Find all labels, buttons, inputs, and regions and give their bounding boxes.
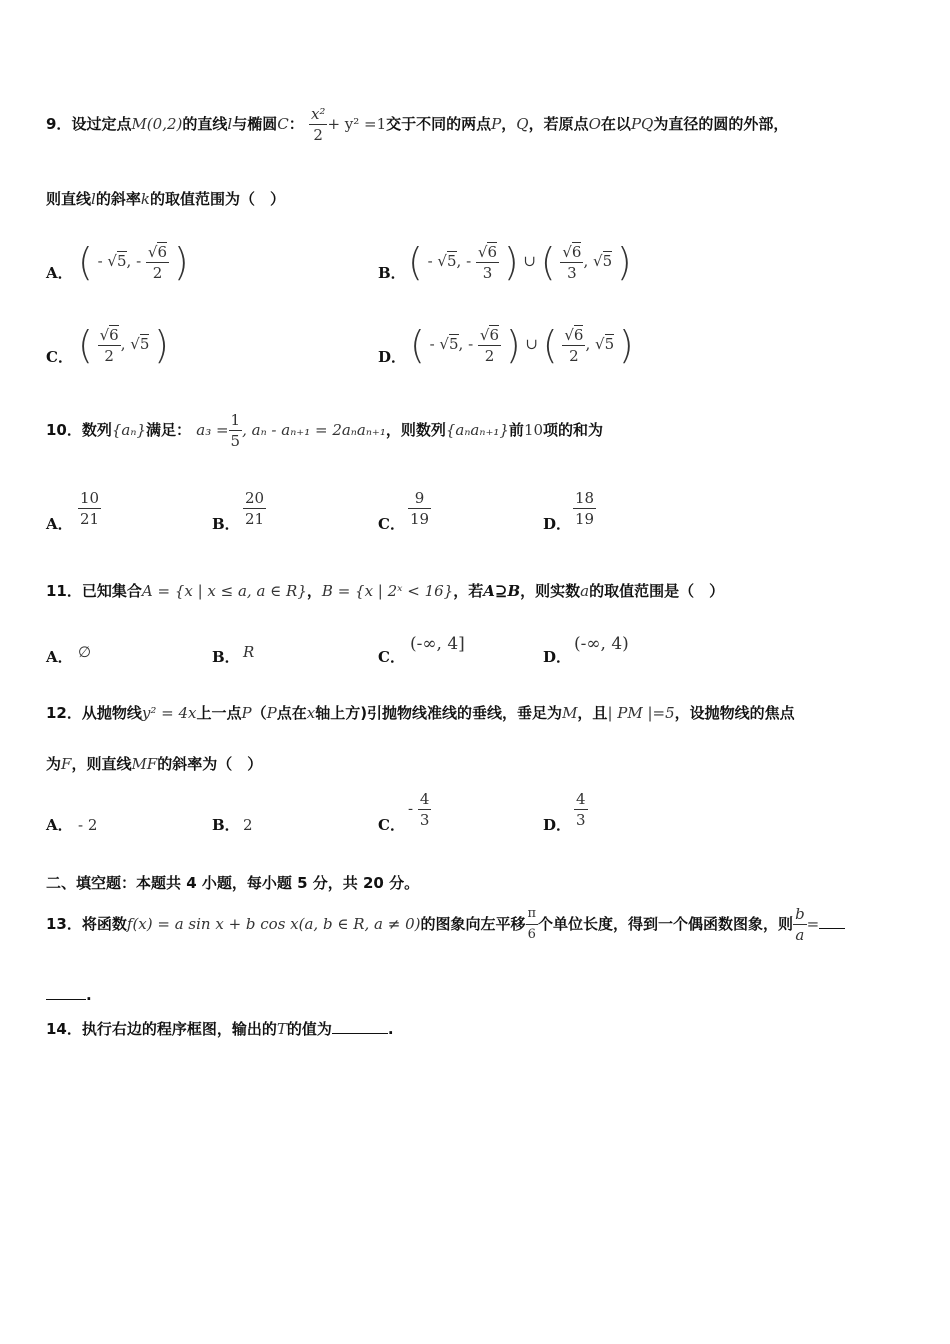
q12-point-p: P: [266, 704, 277, 722]
q11-option-d-text: (-∞, 4): [574, 634, 629, 654]
q11-option-b-label[interactable]: B．: [212, 648, 240, 666]
frac-num: 10: [80, 489, 100, 507]
q9-text: 在以: [600, 115, 631, 133]
q12-point-m: M: [562, 704, 578, 722]
q12-text: ，且: [577, 704, 608, 722]
q9-ellipse-fraction: [309, 104, 327, 145]
q11-option-b-text: R: [243, 643, 255, 661]
q9-ellipse-c: C: [277, 115, 289, 133]
q9-text: 的斜率: [95, 190, 141, 208]
q11-var-a: a: [580, 582, 590, 600]
q11-option-c-label[interactable]: C．: [378, 648, 405, 666]
q12-option-b-label[interactable]: B．: [212, 816, 240, 834]
frac-num: b: [795, 905, 805, 923]
q10-a3: a₃ =: [196, 421, 229, 439]
frac-den: 6: [527, 927, 536, 942]
q12-number: 12．: [46, 704, 82, 722]
q10-option-a-label[interactable]: A．: [46, 515, 73, 533]
q13-period: .: [86, 986, 92, 1004]
q13-line2: [46, 986, 92, 1004]
q13-text: 将函数: [81, 915, 127, 933]
frac-num: π: [526, 904, 539, 925]
q13-answer-blank-part1[interactable]: [819, 928, 845, 929]
q9-slope-k: k: [140, 190, 150, 208]
q11-set-b: B = {x | 2ˣ < 16}: [321, 582, 454, 600]
q9-option-c-expr: ( $\frac{√6}{2}$ , √5 ): [78, 323, 169, 367]
q9-option-b-expr: ( - √5, - $\frac{√6}{3}$ ) ∪ ( $\frac{√6}{3}$ , √5 ): [408, 240, 632, 284]
q10-text: 前: [508, 421, 524, 439]
q11-text: ，若: [453, 582, 484, 600]
frac-num: 4: [576, 790, 586, 808]
q10-text: 满足：: [146, 421, 192, 439]
q12-line-mf: MF: [131, 755, 158, 773]
q9-option-c-label[interactable]: C．: [46, 348, 73, 366]
q11-text: 的取值范围是（ ）: [589, 582, 725, 600]
q12-point-p: P: [241, 704, 252, 722]
q9-line1: [46, 104, 788, 145]
frac-den: 21: [245, 510, 265, 528]
frac-den: 19: [575, 510, 595, 528]
minus-sign: -: [408, 799, 414, 818]
q9-point-p: P: [491, 115, 502, 133]
q10-option-c-label[interactable]: C．: [378, 515, 405, 533]
q11-option-a-label[interactable]: A．: [46, 648, 73, 666]
q9-line-l: l: [91, 190, 96, 208]
q13-pi-over-six: [526, 904, 539, 945]
q12-parabola: y² = 4x: [141, 704, 197, 722]
q10-one-fifth: [229, 410, 243, 451]
q9-number: 9．: [46, 115, 72, 133]
frac-num: 9: [408, 488, 431, 509]
q9-option-a-label[interactable]: A．: [46, 264, 73, 282]
q14-line: [46, 1018, 394, 1039]
frac-den: 3: [419, 811, 430, 829]
q13-answer-blank-part2[interactable]: [46, 999, 86, 1000]
q14-answer-blank[interactable]: [332, 1033, 388, 1034]
q14-var-t: T: [276, 1020, 287, 1038]
q14-number: 14．: [46, 1020, 82, 1038]
frac-num: 20: [245, 489, 265, 507]
q9-segment-pq: PQ: [630, 115, 654, 133]
q12-text: 的斜率为（ ）: [157, 755, 263, 773]
q10-option-a-frac: [78, 488, 101, 529]
q9-text: 的取值范围为（ ）: [149, 190, 285, 208]
q14-period: .: [387, 1020, 394, 1038]
q12-option-c-label[interactable]: C．: [378, 816, 405, 834]
q10-text: ，则数列: [385, 421, 446, 439]
section-title-fill-in: 二、填空题：本题共 4 小题，每小题 5 分，共 20 分。: [46, 874, 420, 892]
frac-den: 2: [313, 126, 323, 144]
q12-x-axis: x: [306, 704, 316, 722]
q12-line2: [46, 753, 262, 774]
frac-den: a: [795, 926, 805, 944]
q9-text: 设过定点: [71, 115, 132, 133]
q14-text: 的值为: [286, 1020, 332, 1038]
q11-text: ，则实数: [520, 582, 581, 600]
q11-line: [46, 580, 724, 601]
q10-seq-an: {aₙ}: [111, 421, 146, 439]
q10-number: 10．: [46, 421, 82, 439]
q10-option-b-frac: [243, 488, 266, 529]
q10-recurrence: , aₙ - aₙ₊₁ = 2aₙaₙ₊₁: [242, 421, 386, 439]
q10-line: [46, 410, 603, 451]
q13-number: 13．: [46, 915, 82, 933]
frac-den: 5: [230, 432, 241, 450]
frac-den: 3: [576, 811, 586, 829]
q12-option-d-frac: [574, 789, 588, 830]
q9-option-b-label[interactable]: B．: [378, 264, 406, 282]
q13-function: f(x) = a sin x + b cos x(a, b ∈ R, a ≠ 0): [126, 915, 421, 933]
q12-text: 轴上方)引抛物线准线的垂线，垂足为: [315, 704, 563, 722]
q13-line: [46, 904, 845, 945]
q11-option-a-text: ∅: [78, 643, 92, 661]
q10-option-c-frac: [408, 488, 431, 529]
q9-line2: [46, 188, 285, 209]
frac-num: 1: [230, 411, 241, 429]
q9-text: 与椭圆: [232, 115, 278, 133]
q12-pm-length: | PM |=5: [607, 704, 675, 722]
q12-option-a-text: - 2: [78, 816, 98, 834]
q13-text: 的图象向左平移: [420, 915, 526, 933]
q9-text: ，: [501, 115, 517, 133]
q9-text: 为直径的圆的外部，: [653, 115, 789, 133]
q11-text: ，: [306, 582, 322, 600]
q9-origin-o: O: [588, 115, 601, 133]
frac-den: 19: [410, 510, 430, 528]
frac-num: x²: [310, 105, 326, 123]
q12-text: 从抛物线: [81, 704, 142, 722]
q12-line1: [46, 702, 795, 723]
q9-option-d-expr: ( - √5, - $\frac{√6}{2}$ ) ∪ ( $\frac{√6}{2}$ , √5 ): [410, 323, 634, 367]
frac-num: 18: [575, 489, 595, 507]
q9-text: ，若原点: [528, 115, 589, 133]
q9-text: ：: [288, 115, 304, 133]
frac-den: 21: [80, 510, 100, 528]
q12-option-a-label[interactable]: A．: [46, 816, 73, 834]
q11-text: 已知集合: [81, 582, 142, 600]
q13-text: 个单位长度，得到一个偶函数图象，则: [538, 915, 794, 933]
q11-option-c-text: (-∞, 4]: [410, 634, 465, 654]
q9-option-d-label[interactable]: D．: [378, 348, 407, 366]
q9-ellipse-rest: + y² =1: [327, 115, 387, 133]
q12-option-c-frac: [408, 789, 431, 830]
q12-text: （: [251, 704, 267, 722]
q11-option-d-label[interactable]: D．: [543, 648, 572, 666]
frac-num: 4: [419, 790, 430, 808]
q12-option-b-text: 2: [243, 816, 253, 834]
q9-text: 的直线: [182, 115, 228, 133]
q11-relation: A⊇B: [483, 582, 521, 600]
q12-text: 点在: [276, 704, 307, 722]
q9-point-q: Q: [516, 115, 529, 133]
q12-text: 为: [46, 755, 62, 773]
q14-text: 执行右边的程序框图，输出的: [81, 1020, 277, 1038]
q12-focus-f: F: [61, 755, 72, 773]
q11-set-a: A = {x | x ≤ a, a ∈ R}: [141, 582, 307, 600]
q10-seq-product: {aₙaₙ₊₁}: [445, 421, 509, 439]
q12-option-d-label[interactable]: D．: [543, 816, 572, 834]
q11-number: 11．: [46, 582, 82, 600]
q12-text: ，则直线: [71, 755, 132, 773]
q10-option-b-label[interactable]: B．: [212, 515, 240, 533]
q13-b-over-a: [793, 904, 807, 945]
q9-point-m: M(0,2): [131, 115, 183, 133]
q12-text: ，设抛物线的焦点: [674, 704, 795, 722]
q10-text: 项的和为: [543, 421, 604, 439]
q12-text: 上一点: [196, 704, 242, 722]
q9-option-a-expr: ( - √5, - $\frac{√6}{2}$ ): [78, 240, 189, 284]
q10-option-d-label[interactable]: D．: [543, 515, 572, 533]
q9-text: 交于不同的两点: [386, 115, 492, 133]
q9-line-l: l: [227, 115, 233, 133]
q10-option-d-frac: [573, 488, 596, 529]
q10-text: 数列: [81, 421, 112, 439]
q10-ten: 10: [523, 421, 544, 439]
q13-equals: =: [806, 915, 820, 933]
q9-text: 则直线: [46, 190, 92, 208]
